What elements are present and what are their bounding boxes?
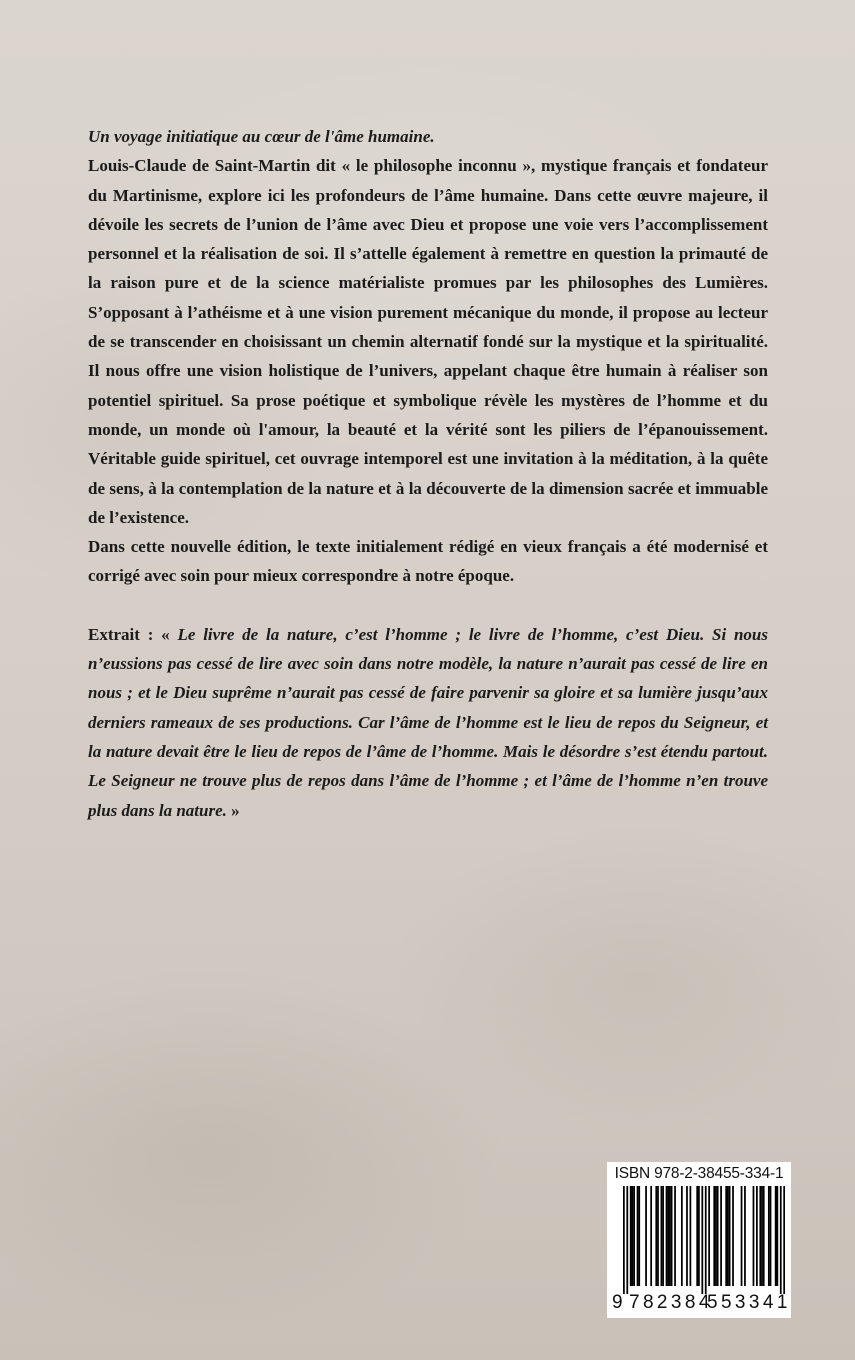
isbn-label: ISBN 978-2-38455-334-1 (614, 1165, 784, 1182)
barcode-bar (763, 1186, 765, 1286)
barcode-bar (690, 1186, 692, 1286)
barcode-bar (780, 1186, 782, 1294)
book-description: Louis-Claude de Saint-Martin dit « le philosophe inconnu », mystique français et fondateur du Martinisme, explore ici les profondeurs de l’âme humaine. Dans cette œuvre majeure, il dévoile les secrets de l’union de l’âme avec Dieu et propose une voie vers l’accomplissement personnel et la réalisation de soi. Il s’attelle également à remettre en question la primauté de la raison pure et de la science matérialiste promues par les philosophes des Lumières. S’opposant à l’athéisme et à une vision purement mécanique du monde, il propose au lecteur de se transcender en choisissant un chemin alternatif fondé sur la mystique et la spiritualité. Il nous offre une vision holistique de l’univers, appelant chaque être humain à réaliser son potentiel spirituel. Sa prose poétique et symbolique révèle les mystères de l’homme et du monde, un monde où l'amour, la beauté et la vérité sont les piliers de l’épanouissement. Véritable guide spirituel, cet ouvrage intemporel est une invitation à la méditation, à la quête de sens, à la contemplation de la nature et à la découverte de la dimension sacrée et immuable de l’existence. (88, 156, 768, 527)
tagline: Un voyage initiatique au cœur de l'âme humaine. (88, 127, 435, 146)
barcode-bar (727, 1186, 729, 1286)
barcode-bar (759, 1186, 761, 1286)
barcode-bars (623, 1186, 785, 1294)
barcode-bar (701, 1186, 703, 1294)
extract-quote: Le livre de la nature, c’est l’homme ; le livre de l’homme, c’est Dieu. Si nous n’eussions pas cessé de lire avec soin dans notre modèle, la nature n’aurait pas cessé de lire en nous ; et le Dieu suprême n’aurait pas cessé de faire parvenir sa gloire et sa lumière jusqu’aux derniers rameaux de ses productions. Car l’âme de l’homme est le lieu de repos du Seigneur, et la nature devait être le lieu de repos de l’âme de l’homme. Mais le désordre s’est étendu partout. Le Seigneur ne trouve plus de repos dans l’âme de l’homme ; et l’âme de l’homme n’en trouve plus dans la nature. (88, 624, 768, 820)
barcode-bar (770, 1186, 772, 1286)
barcode-bar (725, 1186, 727, 1286)
barcode-bar (756, 1186, 758, 1286)
back-cover-text (88, 122, 768, 825)
barcode-bar (671, 1186, 673, 1286)
barcode-bar (681, 1186, 683, 1286)
barcode-bar (720, 1186, 722, 1286)
barcode-bar (717, 1186, 719, 1286)
ean-right-group: 553341 (707, 1292, 791, 1313)
spacer (88, 591, 768, 620)
barcode-bar (661, 1186, 663, 1286)
barcode-bar (744, 1186, 746, 1286)
barcode-bar (674, 1186, 676, 1286)
barcode-bar (657, 1186, 659, 1286)
edition-note: Dans cette nouvelle édition, le texte initialement rédigé en vieux français a été modernisé et corrigé avec soin pour mieux correspondre à notre époque. (88, 537, 768, 586)
barcode-bar (698, 1186, 700, 1286)
barcode-bar (623, 1186, 625, 1294)
barcode-bar (776, 1186, 778, 1286)
barcode-bar (696, 1186, 698, 1286)
barcode-bar (626, 1186, 628, 1294)
barcode-bar (633, 1186, 635, 1286)
barcode-bar (666, 1186, 668, 1286)
barcode-bar (655, 1186, 657, 1286)
barcode-bar (713, 1186, 715, 1286)
ean-first-digit: 9 (612, 1292, 623, 1313)
barcode-bar (708, 1186, 710, 1286)
extract (88, 620, 768, 825)
barcode-bar (732, 1186, 734, 1286)
barcode-bar (638, 1186, 640, 1286)
barcode-bar (753, 1186, 755, 1286)
barcode-bar (667, 1186, 669, 1286)
barcode-bar (775, 1186, 777, 1286)
barcode-bar (741, 1186, 743, 1286)
barcode-bar (669, 1186, 671, 1286)
barcode-bar (650, 1186, 652, 1286)
extract-close-quote: » (231, 800, 240, 820)
barcode-bar (768, 1186, 770, 1286)
barcode-bar (761, 1186, 763, 1286)
barcode-bar (632, 1186, 634, 1286)
barcode-bar (715, 1186, 717, 1286)
barcode-bar (645, 1186, 647, 1286)
ean-left-group: 782384 (629, 1292, 713, 1313)
barcode-bar (630, 1186, 632, 1286)
barcode-bar (729, 1186, 731, 1286)
barcode-bar (783, 1186, 785, 1294)
barcode-bar (686, 1186, 688, 1286)
extract-label: Extrait : « (88, 624, 170, 644)
barcode-bar (637, 1186, 639, 1286)
isbn-barcode (607, 1162, 791, 1318)
barcode-bar (662, 1186, 664, 1286)
barcode-bar (705, 1186, 707, 1294)
